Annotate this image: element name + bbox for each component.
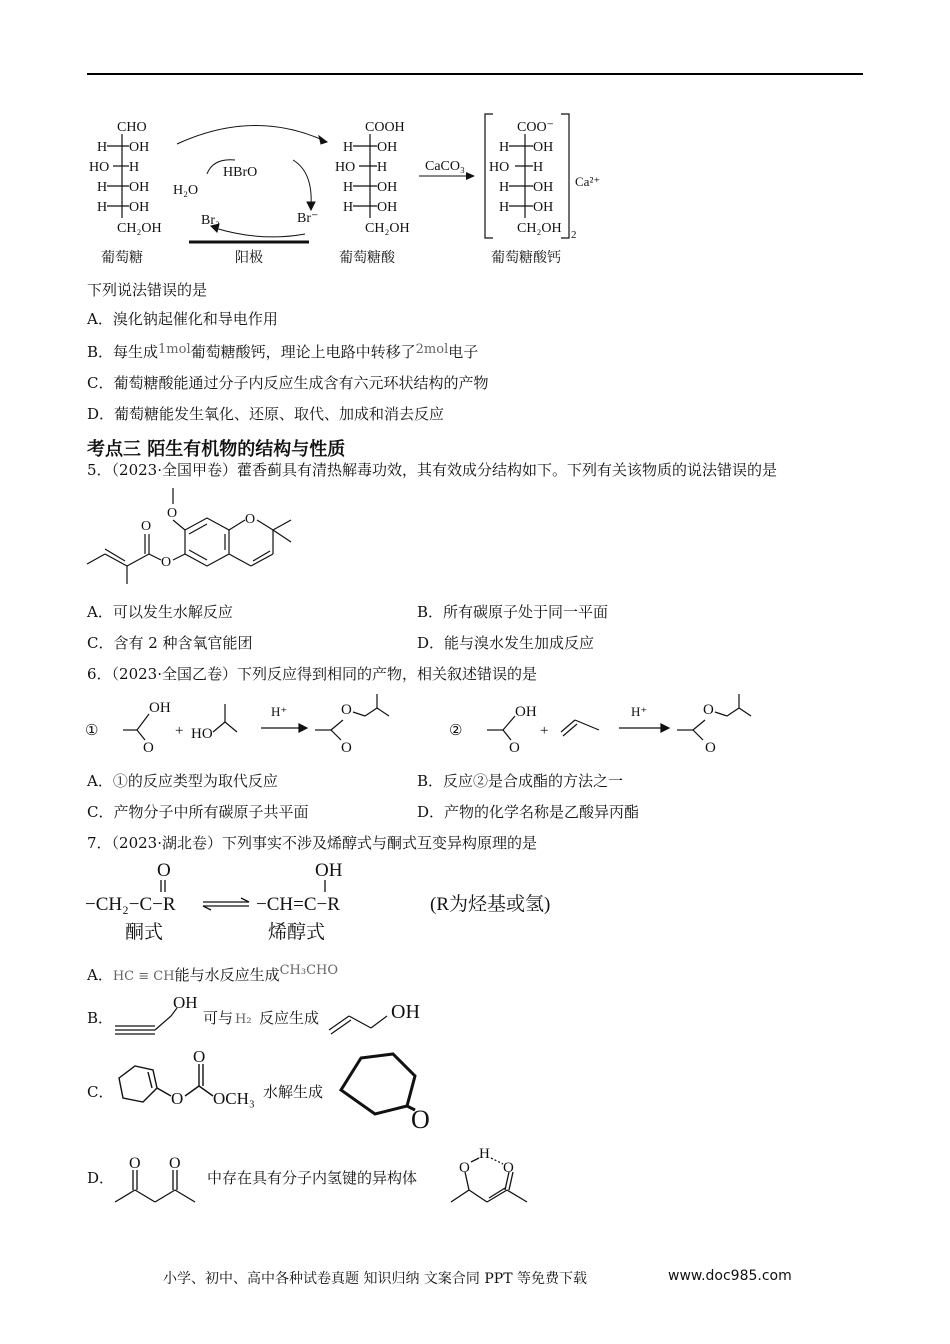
svg-text:O: O: [459, 1160, 470, 1176]
svg-text:−CH₂−C−R: −CH₂−C−R: [85, 894, 176, 915]
q5-stem: 5．（2023·全国甲卷）藿香蓟具有清热解毒功效，其有效成分结构如下。下列有关该物质的说法错误的是: [87, 461, 777, 479]
svg-text:OH: OH: [173, 993, 198, 1012]
svg-text:HO: HO: [191, 726, 213, 742]
svg-text:O: O: [167, 506, 178, 521]
svg-text:COO⁻: COO⁻: [517, 120, 554, 135]
svg-text:H: H: [479, 1146, 490, 1162]
svg-text:OH: OH: [377, 200, 398, 215]
svg-text:CHO: CHO: [117, 120, 147, 135]
svg-text:酮式: 酮式: [125, 922, 164, 943]
q4-stem: 下列说法错误的是: [87, 281, 208, 299]
q7-option-d[interactable]: D． O O 中存在具有分子内氢键的异构体 O H O: [87, 1144, 547, 1210]
svg-text:O: O: [171, 1089, 184, 1108]
svg-text:OH: OH: [391, 1001, 420, 1023]
svg-text:H: H: [97, 180, 108, 195]
gluconic-acid-structure: [335, 120, 410, 266]
q7-option-b[interactable]: B． OH 可与 H₂ 反应生成 OH: [87, 990, 437, 1038]
q7-tautomer-equation: [85, 858, 551, 946]
svg-text:O: O: [169, 1155, 181, 1172]
svg-text:葡萄糖: 葡萄糖: [101, 251, 143, 266]
q5-option-d[interactable]: D．能与溴水发生加成反应: [417, 634, 595, 652]
q4-option-c[interactable]: C．葡萄糖酸能通过分子内反应生成含有六元环状结构的产物: [87, 374, 489, 392]
svg-text:−CH=C−R: −CH=C−R: [256, 894, 340, 915]
caco3-arrow: [419, 159, 475, 180]
svg-text:O: O: [705, 740, 716, 756]
svg-text:O: O: [509, 740, 520, 756]
svg-text:H: H: [343, 180, 354, 195]
svg-text:CH₂OH: CH₂OH: [117, 221, 162, 236]
svg-text:H: H: [377, 160, 388, 175]
section-title: 考点三 陌生有机物的结构与性质: [87, 439, 346, 460]
svg-text:OCH₃: OCH₃: [213, 1089, 255, 1108]
svg-text:COOH: COOH: [365, 120, 405, 135]
svg-text:②: ②: [449, 723, 463, 739]
svg-text:CH₂OH: CH₂OH: [365, 221, 410, 236]
svg-text:OH: OH: [533, 200, 554, 215]
svg-text:①: ①: [85, 723, 99, 739]
svg-text:OH: OH: [149, 700, 171, 716]
svg-text:OH: OH: [129, 200, 150, 215]
q7-option-a[interactable]: A．HC ≡ CH能与水反应生成CH₃CHO: [87, 963, 339, 984]
svg-text:H: H: [129, 160, 140, 175]
enol-carbonate-structure: [113, 1044, 273, 1134]
svg-text:HO: HO: [335, 160, 356, 175]
svg-text:OH: OH: [515, 704, 537, 720]
svg-text:O: O: [245, 512, 256, 527]
svg-text:Br₂: Br₂: [201, 213, 220, 228]
svg-text:葡萄糖酸钙: 葡萄糖酸钙: [491, 251, 561, 266]
svg-text:O: O: [193, 1047, 206, 1066]
svg-text:+: +: [175, 723, 184, 739]
q6-option-d[interactable]: D．产物的化学名称是乙酸异丙酯: [417, 803, 640, 821]
svg-text:O: O: [129, 1155, 141, 1172]
svg-text:H: H: [343, 140, 354, 155]
svg-text:2: 2: [571, 229, 577, 241]
q5-option-b[interactable]: B．所有碳原子处于同一平面: [417, 603, 609, 621]
header-rule: [87, 73, 863, 75]
svg-text:OH: OH: [129, 140, 150, 155]
svg-text:CH₂OH: CH₂OH: [517, 221, 562, 236]
svg-text:OH: OH: [315, 860, 343, 881]
svg-text:O: O: [411, 1105, 430, 1134]
svg-text:HO: HO: [89, 160, 110, 175]
svg-text:OH: OH: [533, 140, 554, 155]
svg-text:O: O: [161, 555, 172, 570]
q7-option-c[interactable]: C． O O OCH₃ 水解生成 O: [87, 1044, 447, 1134]
svg-text:(R为烃基或氢): (R为烃基或氢): [430, 894, 551, 915]
svg-text:H: H: [343, 200, 354, 215]
q6-stem: 6．（2023·全国乙卷）下列反应得到相同的产物，相关叙述错误的是: [87, 665, 537, 683]
svg-text:OH: OH: [129, 180, 150, 195]
svg-text:葡萄糖酸: 葡萄糖酸: [339, 251, 395, 266]
svg-text:O: O: [703, 702, 714, 718]
q4-option-d[interactable]: D．葡萄糖能发生氧化、还原、取代、加成和消去反应: [87, 405, 445, 423]
svg-text:O: O: [141, 519, 152, 534]
glucose-structure: [89, 120, 162, 266]
svg-text:CaCO₃: CaCO₃: [425, 159, 465, 174]
enol-hbond-structure: [449, 1144, 541, 1210]
cyclohexanone-structure: [331, 1048, 441, 1134]
q5-structure: [85, 484, 305, 589]
svg-text:H: H: [533, 160, 544, 175]
svg-text:烯醇式: 烯醇式: [268, 922, 326, 943]
q6-option-a[interactable]: A．①的反应类型为取代反应: [87, 772, 278, 790]
svg-text:H: H: [97, 200, 108, 215]
svg-text:OH: OH: [377, 140, 398, 155]
svg-text:H: H: [97, 140, 108, 155]
q6-option-c[interactable]: C．产物分子中所有碳原子共平面: [87, 803, 309, 821]
svg-text:H₂O: H₂O: [173, 183, 199, 198]
svg-text:HBrO: HBrO: [223, 165, 258, 180]
acetylacetone-structure: [113, 1144, 213, 1210]
svg-text:H: H: [499, 140, 510, 155]
svg-text:O: O: [341, 740, 352, 756]
q6-option-b[interactable]: B．反应②是合成酯的方法之一: [417, 772, 624, 790]
q4-option-a[interactable]: A．溴化钠起催化和导电作用: [87, 310, 278, 328]
svg-text:阳极: 阳极: [235, 251, 263, 266]
propargyl-alcohol-structure: [113, 990, 203, 1038]
q7-stem: 7．（2023·湖北卷）下列事实不涉及烯醇式与酮式互变异构原理的是: [87, 834, 537, 852]
q5-option-c[interactable]: C．含有 2 种含氧官能团: [87, 634, 253, 652]
svg-text:O: O: [341, 702, 352, 718]
gluconate-scheme: [85, 110, 645, 270]
svg-text:Br⁻: Br⁻: [297, 211, 319, 226]
calcium-gluconate-structure: [489, 120, 600, 266]
svg-text:O: O: [503, 1160, 514, 1176]
q5-option-a[interactable]: A．可以发生水解反应: [87, 603, 233, 621]
allyl-alcohol-structure: [327, 994, 427, 1038]
footer-text: 小学、初中、高中各种试卷真题 知识归纳 文案合同 PPT 等免费下载: [163, 1271, 587, 1287]
svg-text:Ca²⁺: Ca²⁺: [575, 174, 601, 189]
svg-text:OH: OH: [377, 180, 398, 195]
svg-text:O: O: [143, 740, 154, 756]
svg-text:+: +: [540, 723, 549, 739]
svg-text:O: O: [157, 860, 171, 881]
svg-text:H: H: [499, 180, 510, 195]
footer-link[interactable]: www.doc985.com: [668, 1268, 792, 1284]
svg-text:HO: HO: [489, 160, 510, 175]
svg-text:OH: OH: [533, 180, 554, 195]
svg-text:H⁺: H⁺: [271, 704, 288, 719]
q4-option-b[interactable]: B．每生成1mol葡萄糖酸钙，理论上电路中转移了2mol电子: [87, 342, 479, 361]
q6-equations: [85, 692, 765, 756]
svg-text:H: H: [499, 200, 510, 215]
svg-text:H⁺: H⁺: [631, 704, 648, 719]
